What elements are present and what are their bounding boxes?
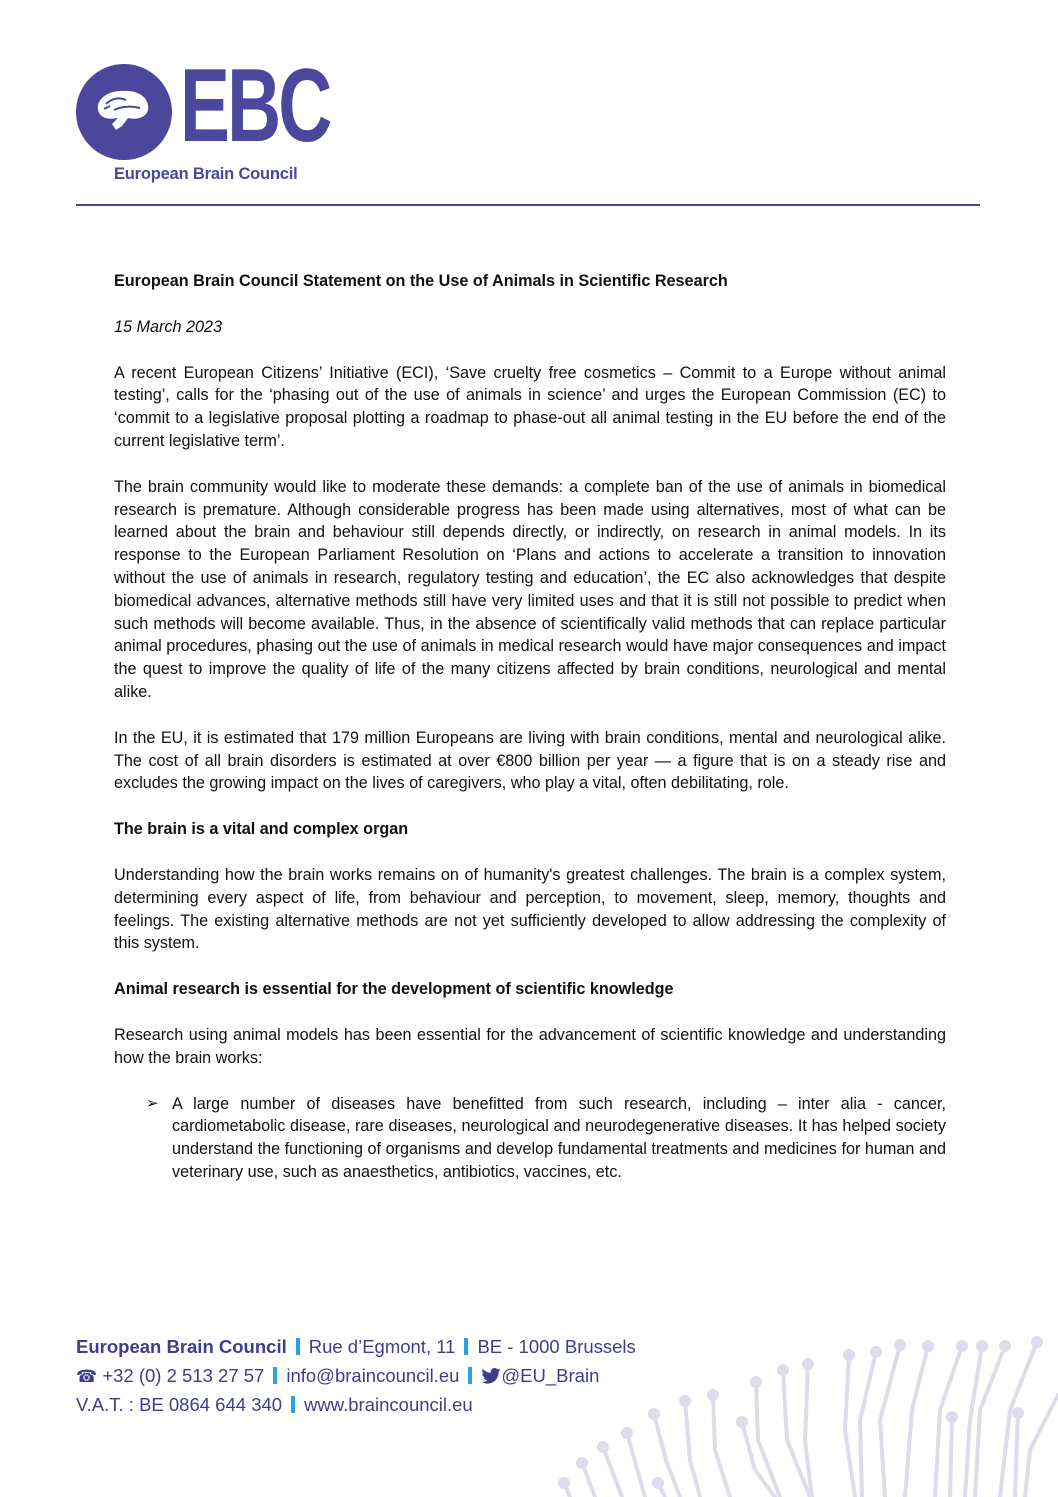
separator [464,1338,468,1355]
paragraph: A recent European Citizens’ Initiative (ECI), ‘Save cruelty free cosmetics – Commit to a Europe without animal testing’, calls for the ‘phasing out of the use of animals in science’ and urges the European Commission (EC) to ‘commit to a legislative proposal plotting a roadmap to phase-out all animal testing in the EU before the end of the current legislative term’. [114,363,946,450]
logo-subtitle: European Brain Council [114,165,298,183]
paragraph: Research using animal models has been essential for the advancement of scientific knowledge and understanding how the brain works: [114,1025,946,1067]
section-heading: The brain is a vital and complex organ [114,820,409,839]
document-title: European Brain Council Statement on the Use of Animals in Scientific Research [114,272,728,290]
footer-org: European Brain Council [76,1336,287,1357]
footer-website[interactable]: www.braincouncil.eu [304,1394,473,1415]
logo-letters: EBC [180,48,330,164]
ebc-logo [76,48,330,192]
twitter-icon [481,1363,501,1392]
arrow-bullet-icon: ➢ [146,1094,159,1112]
footer-email[interactable]: info@braincouncil.eu [286,1364,460,1386]
paragraph: In the EU, it is estimated that 179 million Europeans are living with brain conditions, mental and neurological alike. The cost of all brain disorders is estimated at over €800 billion per year — a figure that is on a steady rise and excludes the growing impact on the lives of caregivers, who play a vital, often debilitating, role. [114,728,946,793]
brain-icon [76,64,172,160]
footer-address: Rue d’Egmont, 11 [308,1336,456,1357]
section-heading: Animal research is essential for the development of scientific knowledge [114,980,674,999]
separator [291,1396,295,1413]
paragraph: The brain community would like to moderate these demands: a complete ban of the use of animals in biomedical research is premature. Although considerable progress has been made using alternatives, most of what can be learned about the brain and behaviour still depends directly, or indirectly, on research in animal models. In its response to the European Parliament Resolution on ‘Plans and actions to accelerate a transition to innovation without the use of animals in research, regulatory testing and education’, the EC also acknowledges that despite biomedical advances, alternative methods still have very limited uses and that it is still not possible to predict when such methods will become available. Thus, in the absence of scientifically valid methods that can replace particular animal procedures, phasing out the use of animals in medical research would have major consequences and impact the quest to improve the quality of life of the many citizens affected by brain conditions, neurological and mental alike. [114,477,946,701]
paragraph: Understanding how the brain works remains on of humanity's greatest challenges. The brain is a complex system, determining every aspect of life, from behaviour and perception, to movement, sleep, memory, thoughts and feelings. The existing alternative methods are not yet sufficiently developed to allow addressing the complexity of this system. [114,865,946,953]
document-body [114,270,946,1184]
footer-phone: +32 (0) 2 513 27 57 [102,1364,265,1386]
footer-vat: V.A.T. : BE 0864 644 340 [76,1394,283,1415]
phone-icon: ☎ [76,1366,98,1386]
separator [273,1367,277,1384]
list-item-text: A large number of diseases have benefitted from such research, including – inter alia - cancer, cardiometabolic disease, rare diseases, neurological and neurodegenerative diseases. It has helped society understand the functioning of organisms and develop fundamental treatments and medicines for human and veterinary use, such as anaesthetics, antibiotics, vaccines, etc. [172,1094,946,1181]
list-item [146,1093,946,1184]
separator [296,1338,300,1355]
neuron-decoration [540,1300,1058,1497]
footer-twitter[interactable]: @EU_Brain [501,1364,600,1386]
document-date: 15 March 2023 [114,317,222,336]
separator [468,1367,472,1384]
header-divider [76,204,980,206]
footer-city: BE - 1000 Brussels [477,1336,636,1357]
